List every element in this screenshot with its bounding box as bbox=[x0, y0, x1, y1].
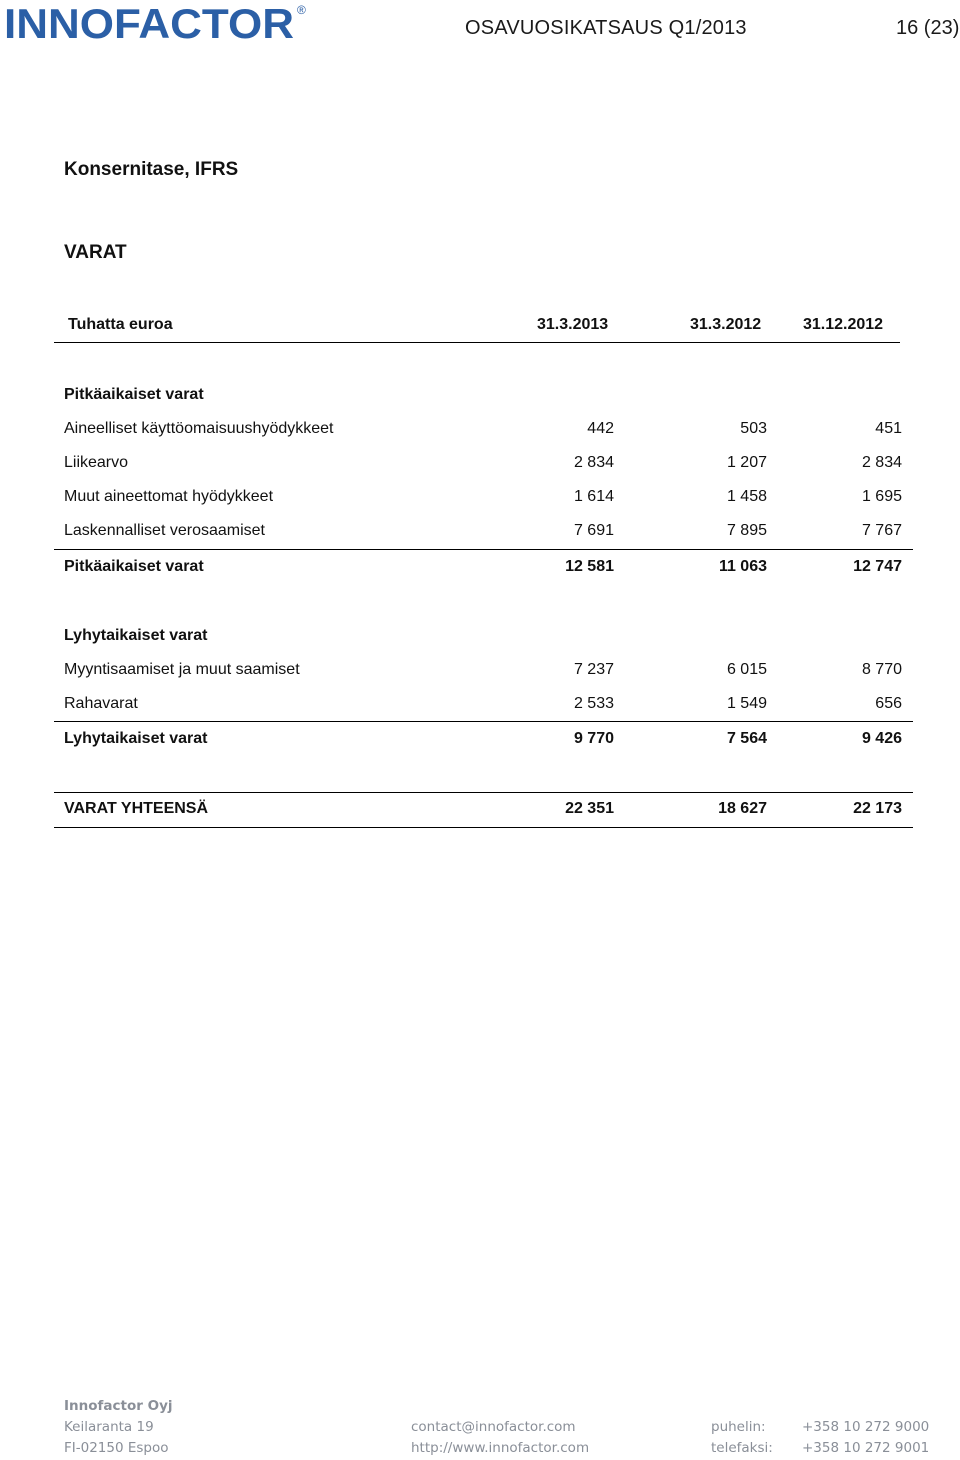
header-divider bbox=[54, 342, 900, 343]
subtotal-divider bbox=[54, 549, 913, 550]
value-31-3-2013: 22 351 bbox=[565, 800, 614, 817]
value-31-3-2013: 9 770 bbox=[573, 730, 614, 747]
value-31-3-2013: 1 614 bbox=[573, 488, 614, 505]
value-31-3-2013: 7 237 bbox=[573, 661, 614, 678]
table-row bbox=[0, 488, 960, 512]
value-31-3-2012: 1 458 bbox=[726, 488, 767, 505]
subtotal-divider bbox=[54, 721, 913, 722]
footer-email-link[interactable]: contact@innofactor.com bbox=[411, 1419, 576, 1435]
value-31-12-2012: 7 767 bbox=[861, 522, 902, 539]
value-31-3-2013: 2 834 bbox=[573, 454, 614, 471]
group-heading-label: Pitkäaikaiset varat bbox=[64, 386, 204, 403]
row-label: VARAT YHTEENSÄ bbox=[64, 800, 209, 817]
innofactor-logo bbox=[4, 0, 309, 46]
row-label: Aineelliset käyttöomaisuushyödykkeet bbox=[64, 420, 334, 437]
row-label: Muut aineettomat hyödykkeet bbox=[64, 488, 274, 505]
footer-phone-label: puhelin: bbox=[711, 1419, 766, 1435]
report-title: OSAVUOSIKATSAUS Q1/2013 bbox=[465, 17, 747, 39]
footer-phone: +358 10 272 9000 bbox=[802, 1419, 930, 1435]
row-label: Myyntisaamiset ja muut saamiset bbox=[64, 661, 300, 678]
footer-website-link[interactable]: http://www.innofactor.com bbox=[411, 1440, 590, 1456]
grand-total-top-divider bbox=[54, 792, 913, 793]
value-31-12-2012: 2 834 bbox=[861, 454, 902, 471]
value-31-12-2012: 8 770 bbox=[861, 661, 902, 678]
group-heading-label: Lyhytaikaiset varat bbox=[64, 627, 208, 644]
value-31-3-2013: 2 533 bbox=[573, 695, 614, 712]
column-header-unit: Tuhatta euroa bbox=[68, 316, 173, 333]
value-31-12-2012: 451 bbox=[875, 420, 902, 437]
row-label: Pitkäaikaiset varat bbox=[64, 558, 204, 575]
footer-fax-label: telefaksi: bbox=[711, 1440, 773, 1456]
group-heading-current bbox=[0, 627, 960, 651]
grand-total-row bbox=[0, 800, 960, 824]
value-31-12-2012: 12 747 bbox=[853, 558, 902, 575]
value-31-3-2012: 6 015 bbox=[726, 661, 767, 678]
group-heading-non-current bbox=[0, 386, 960, 410]
table-row bbox=[0, 661, 960, 685]
value-31-3-2013: 12 581 bbox=[565, 558, 614, 575]
value-31-12-2012: 656 bbox=[875, 695, 902, 712]
table-row bbox=[0, 420, 960, 444]
column-header-date-1: 31.3.2013 bbox=[537, 316, 609, 333]
document-title: Konsernitase, IFRS bbox=[64, 159, 239, 180]
value-31-3-2012: 1 549 bbox=[726, 695, 767, 712]
row-label: Rahavarat bbox=[64, 695, 138, 712]
registered-mark: ® bbox=[297, 3, 306, 17]
row-label: Liikearvo bbox=[64, 454, 129, 471]
footer-address-street: Keilaranta 19 bbox=[64, 1419, 154, 1435]
grand-total-bottom-divider bbox=[54, 827, 913, 828]
value-31-3-2012: 18 627 bbox=[718, 800, 767, 817]
column-header-date-3: 31.12.2012 bbox=[803, 316, 884, 333]
page-number: 16 (23) bbox=[896, 17, 960, 39]
value-31-12-2012: 22 173 bbox=[853, 800, 902, 817]
value-31-3-2012: 503 bbox=[740, 420, 767, 437]
row-label: Laskennalliset verosaamiset bbox=[64, 522, 265, 539]
table-row bbox=[0, 695, 960, 719]
value-31-3-2013: 7 691 bbox=[573, 522, 614, 539]
table-row bbox=[0, 454, 960, 478]
footer-fax: +358 10 272 9001 bbox=[802, 1440, 930, 1456]
section-title: VARAT bbox=[64, 242, 127, 263]
value-31-3-2013: 442 bbox=[587, 420, 614, 437]
logo-text: INNOFACTOR bbox=[4, 0, 294, 46]
value-31-12-2012: 1 695 bbox=[861, 488, 902, 505]
column-header-date-2: 31.3.2012 bbox=[690, 316, 762, 333]
value-31-12-2012: 9 426 bbox=[861, 730, 902, 747]
row-label: Lyhytaikaiset varat bbox=[64, 730, 208, 747]
footer-company: Innofactor Oyj bbox=[64, 1398, 173, 1414]
value-31-3-2012: 1 207 bbox=[726, 454, 767, 471]
value-31-3-2012: 11 063 bbox=[718, 558, 767, 575]
subtotal-row-non-current bbox=[0, 558, 960, 582]
footer-address-city: FI-02150 Espoo bbox=[64, 1440, 169, 1456]
subtotal-row-current bbox=[0, 730, 960, 754]
table-row bbox=[0, 522, 960, 546]
value-31-3-2012: 7 564 bbox=[726, 730, 767, 747]
value-31-3-2012: 7 895 bbox=[726, 522, 767, 539]
